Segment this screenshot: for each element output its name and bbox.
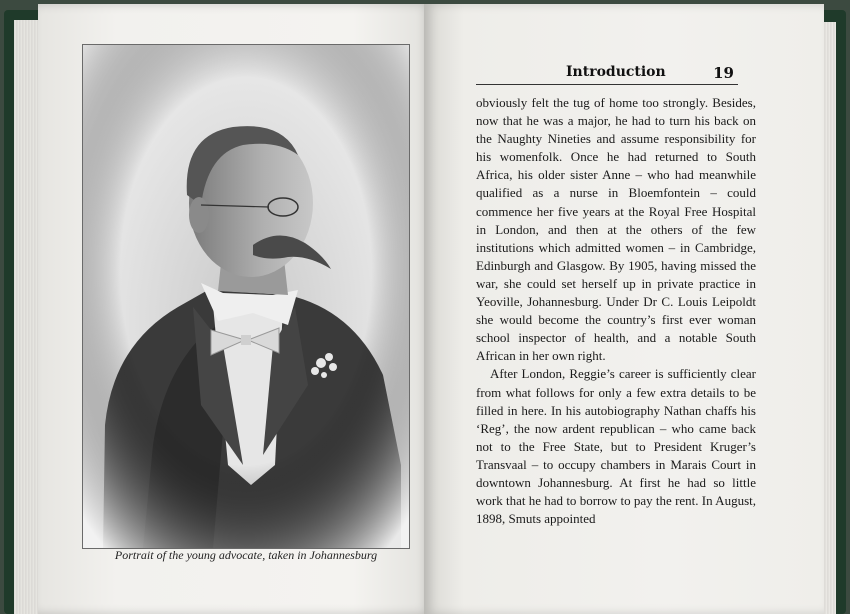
body-text: [476, 94, 756, 528]
running-header: [476, 62, 738, 85]
paragraph-1: obviously felt the tug of home too strongly. Besides, now that he was a major, he had to turn his back on the Naughty Nineties and assume responsibility for his womenfolk. Once he had returned to South Africa, his older sister Anne – who had meanwhile qualified as a nurse in Bloemfontein – could commence her five years at the Royal Free Hospital in London, and then at the others of the few institutions which admitted women – in Cambridge, Edinburgh and Glasgow. By 1905, having missed the war, she could set herself up in private practice in Yeoville, Johannesburg. Under Dr C. Louis Leipoldt she would become the country’s first ever woman school inspector of health, and a notable South African in her own right.: [476, 95, 756, 364]
photo-caption: Portrait of the young advocate, taken in Johannesburg: [114, 548, 378, 562]
chapter-title: Introduction: [566, 64, 666, 80]
portrait-photo: [82, 44, 410, 549]
page-stack-left: [14, 20, 40, 614]
portrait-illustration: [83, 45, 409, 548]
paragraph-2: After London, Reggie’s career is sufficiently clear from what follows for only a few extra details to be filled in here. In his autobiography Nathan chaffs his ‘Reg’, the now ardent republican – who came back not to the Free State, but to President Kruger’s Transvaal – to occupy chambers in Marais Court in downtown Johannesburg. At first he had so little work that he had to borrow to pay the rent. In August, 1898, Smuts appointed: [476, 366, 756, 527]
page-number: 19: [713, 64, 734, 82]
page-stack-right: [822, 22, 836, 614]
